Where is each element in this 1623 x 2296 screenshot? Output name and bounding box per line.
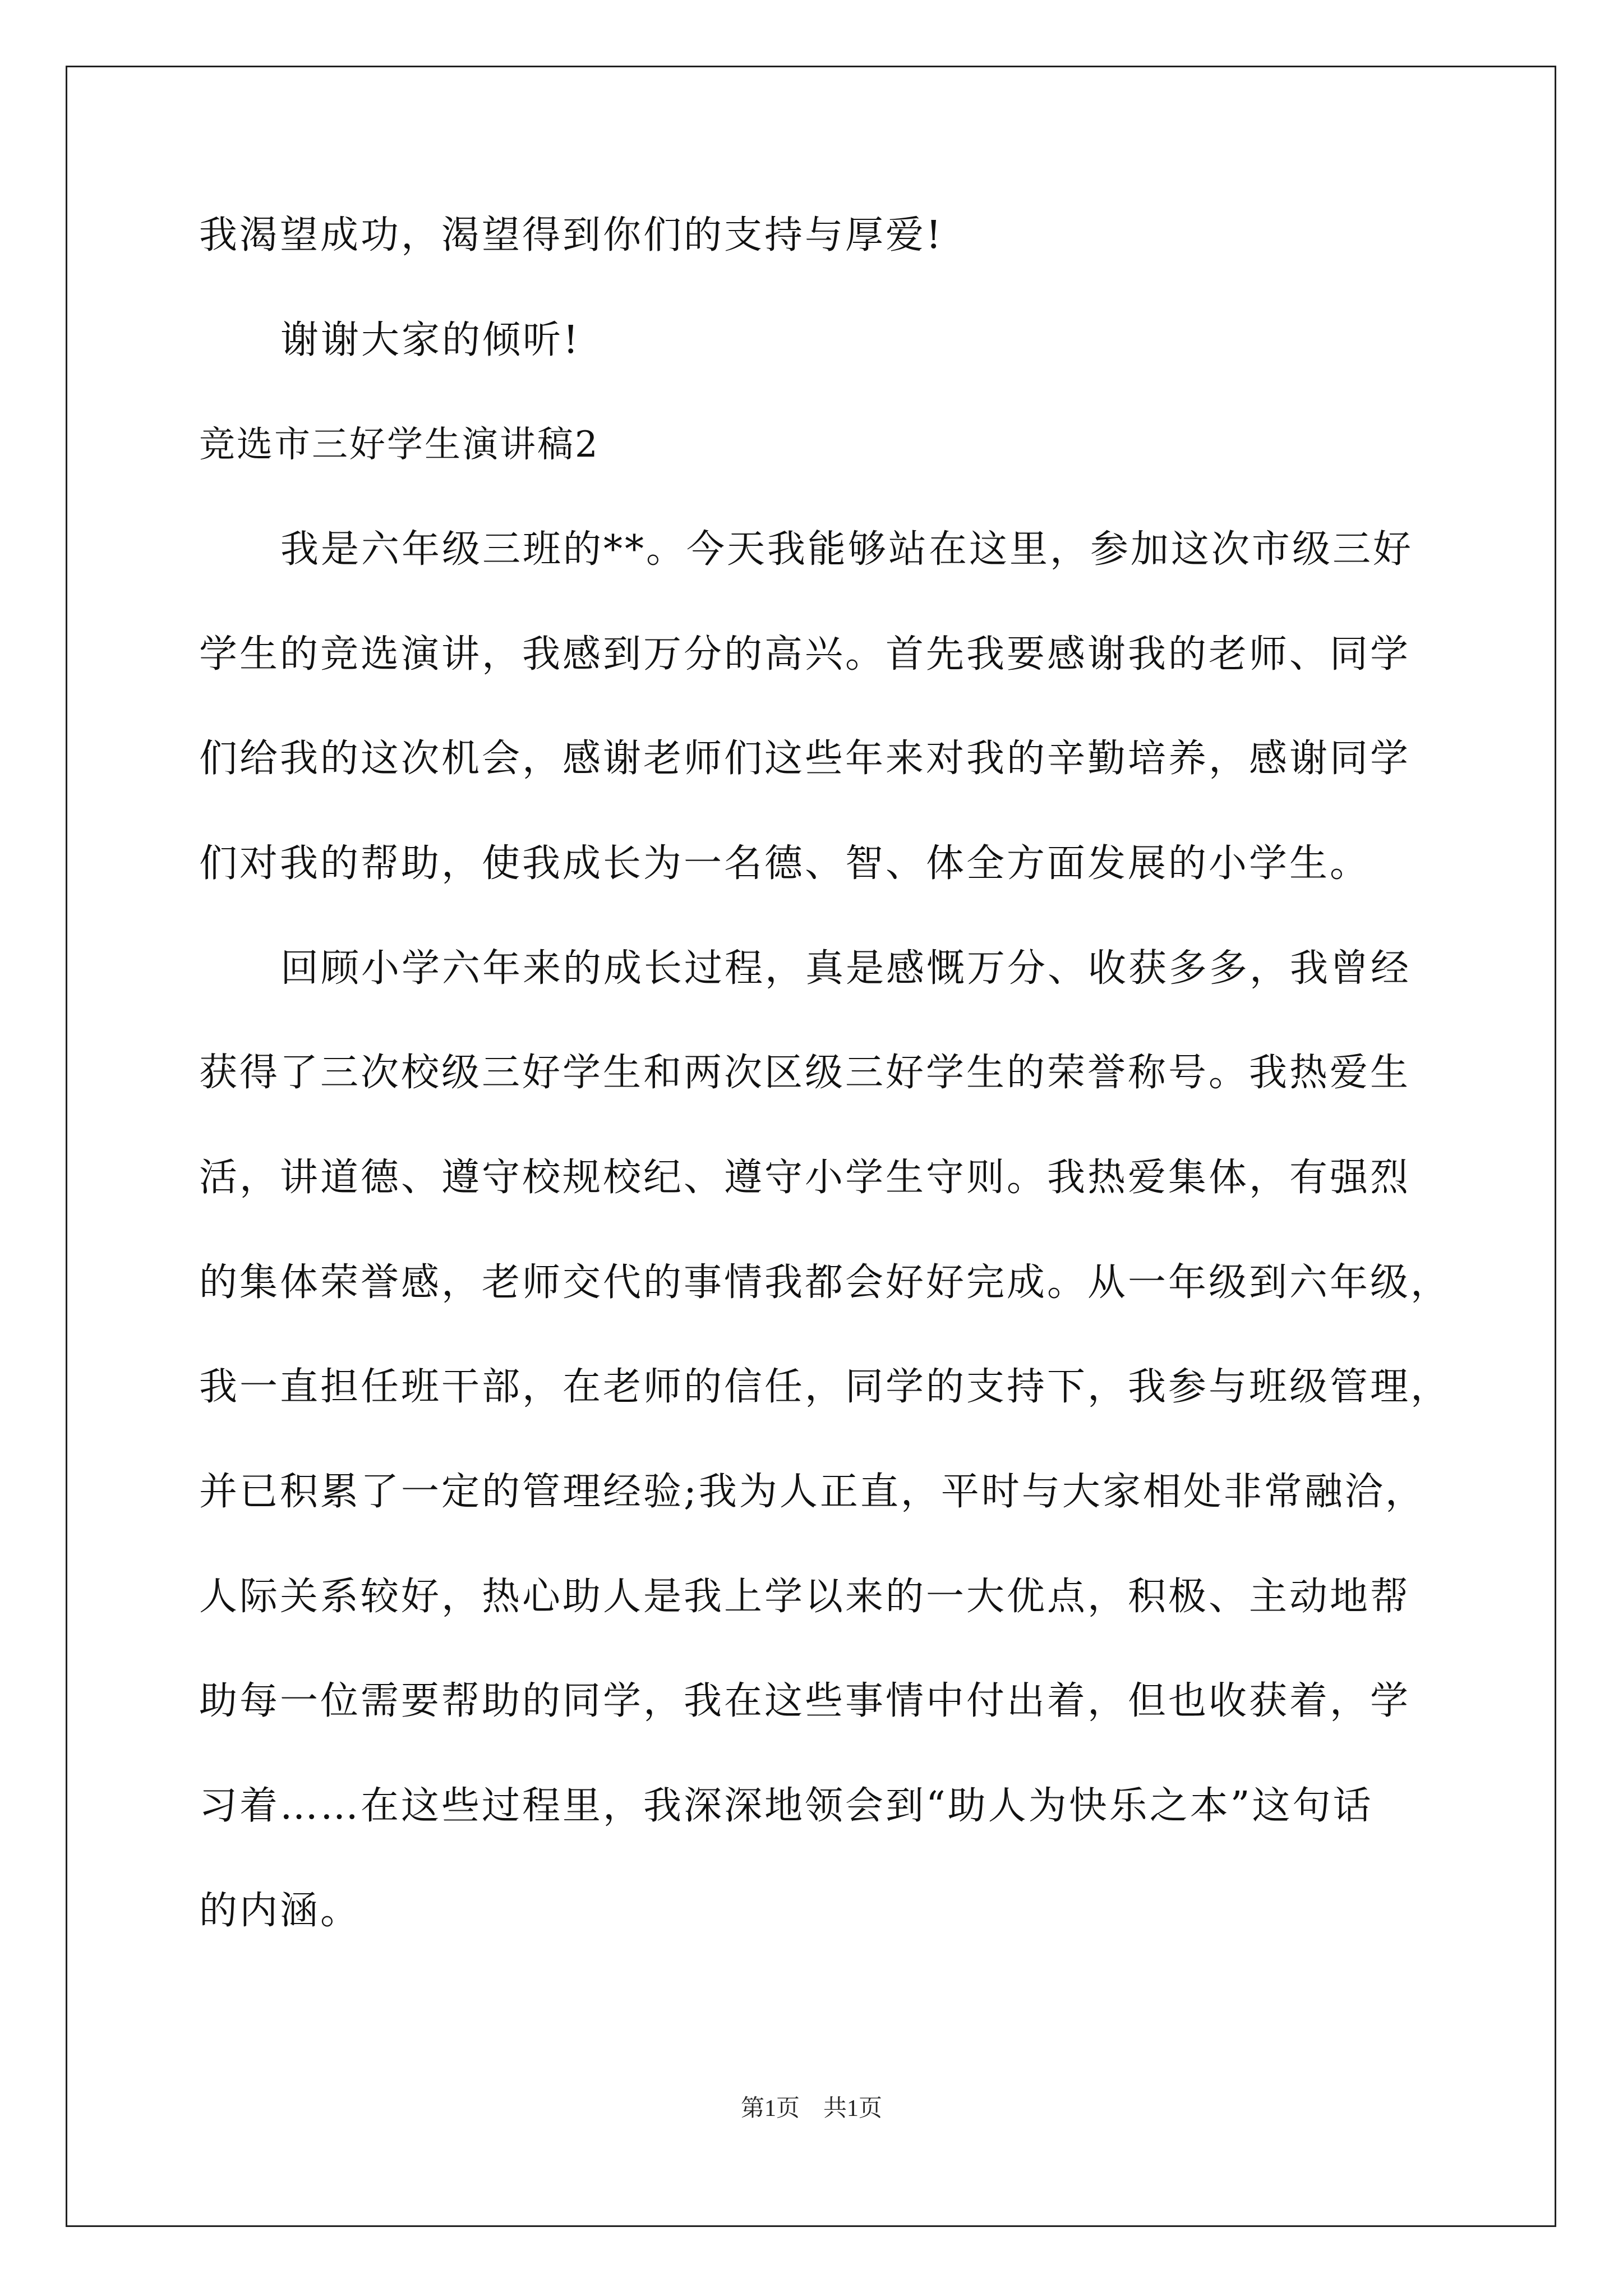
section-heading: 竞选市三好学生演讲稿2 — [199, 424, 600, 466]
page-number: 第1页 共1页 — [740, 2096, 882, 2122]
paragraph-line: 我是六年级三班的**。今天我能够站在这里，参加这次市级三好 — [280, 527, 1414, 572]
paragraph-line: 们给我的这次机会，感谢老师们这些年来对我的辛勤培养，感谢同学 — [199, 737, 1411, 781]
paragraph-line: 我渴望成功，渴望得到你们的支持与厚爱! — [199, 213, 944, 257]
paragraph-line: 习着……在这些过程里，我深深地领会到“助人为快乐之本”这句话 — [199, 1784, 1373, 1828]
paragraph-line: 的集体荣誉感，老师交代的事情我都会好好完成。从一年级到六年级， — [199, 1260, 1451, 1305]
paragraph-line: 人际关系较好，热心助人是我上学以来的一大优点，积极、主动地帮 — [199, 1575, 1411, 1619]
paragraph-line: 获得了三次校级三好学生和两次区级三好学生的荣誉称号。我热爱生 — [199, 1051, 1411, 1095]
paragraph-line: 学生的竞选演讲，我感到万分的高兴。首先我要感谢我的老师、同学 — [199, 632, 1411, 677]
paragraph-line: 回顾小学六年来的成长过程，真是感慨万分、收获多多，我曾经 — [280, 946, 1412, 991]
paragraph-line: 们对我的帮助，使我成长为一名德、智、体全方面发展的小学生。 — [199, 841, 1371, 886]
paragraph-line: 活，讲道德、遵守校规校纪、遵守小学生守则。我热爱集体，有强烈 — [199, 1156, 1411, 1200]
paragraph-line: 的内涵。 — [199, 1889, 361, 1933]
paragraph-line: 谢谢大家的倾听! — [280, 318, 581, 362]
paragraph-line: 助每一位需要帮助的同学，我在这些事情中付出着，但也收获着，学 — [199, 1679, 1411, 1723]
paragraph-line: 并已积累了一定的管理经验;我为人正直，平时与大家相处非常融洽， — [199, 1470, 1426, 1514]
paragraph-line: 我一直担任班干部，在老师的信任，同学的支持下，我参与班级管理， — [199, 1365, 1451, 1409]
